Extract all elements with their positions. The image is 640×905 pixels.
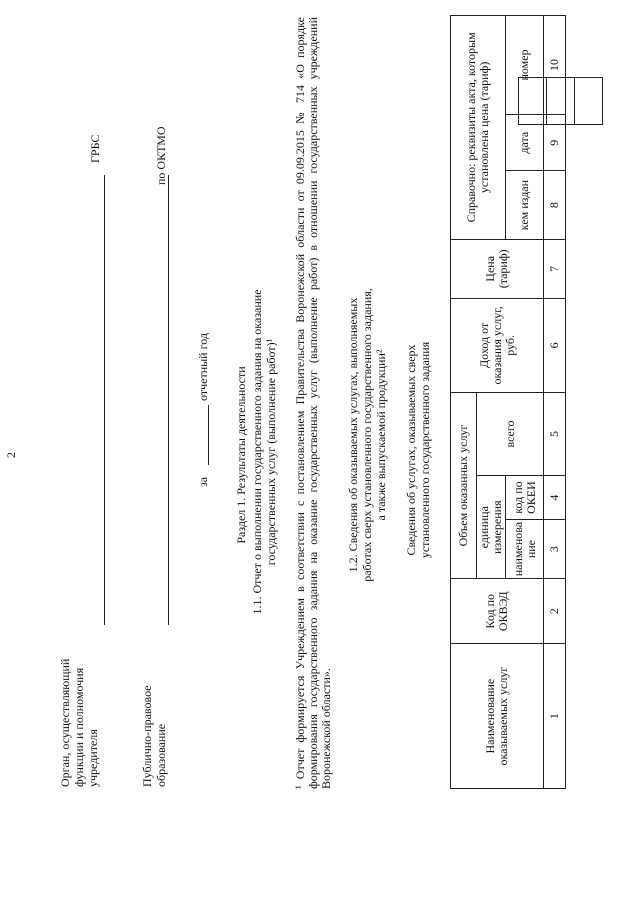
header-unit-name: наименова ние [506,519,544,578]
column-number: 1 [544,644,566,789]
period-underline [208,405,209,465]
header-okei: код по ОКЕИ [506,476,544,520]
period-suffix: отчетный год [196,333,210,401]
column-number: 5 [544,392,566,475]
header-price: Цена (тариф) [451,239,544,298]
org-underline [104,175,105,625]
column-number: 8 [544,171,566,239]
column-number: 3 [544,519,566,578]
header-number: номер [506,16,544,115]
services-heading: Сведения об услугах, оказываемых сверх установленного государственного задания [404,341,432,559]
code-cell[interactable] [575,78,603,125]
column-number: 9 [544,114,566,171]
header-total: всего [477,392,544,475]
org-label: Орган, осуществляющий функции и полномочия учредителя [58,658,100,787]
services-table [450,15,566,789]
column-number: 4 [544,476,566,520]
column-number: 2 [544,579,566,644]
section-title: Раздел 1. Результаты деятельности [234,366,248,544]
header-unit: единица измерения [477,476,506,579]
header-income: Доход от оказания услуг, руб. [451,298,544,392]
footnote-1: ¹ Отчет формируется Учреждением в соответствии с постановлением Правительства Воронежской области от 09.09.2015 № 714 «О порядке формирования государственного задания на оказание государственных услуг (выполнение работ) в отношении государственных учреждений Воронежской области». [293,17,333,789]
oktmo-label: по ОКТМО [154,126,168,185]
subsection-1-2: 1.2. Сведения об оказываемых услугах, выполняемых работах сверх установленного государственного задания, а также выпускаемой продукции² [346,288,388,582]
column-number: 7 [544,239,566,298]
column-number: 10 [544,16,566,115]
public-entity-label: Публично-правовое образование [140,685,168,787]
header-okved: Код по ОКВЭД [451,579,544,644]
header-name: Наименование оказываемых услуг [451,644,544,789]
header-volume: Объем оказанных услуг [451,392,477,578]
header-reference: Справочно: реквизиты акта, которым установлена цена (тариф) [451,16,506,240]
column-number: 6 [544,298,566,392]
grbs-label: ГРБС [88,134,102,163]
subsection-1-1: 1.1. Отчет о выполнении государственного задания на оказание государственных услуг (выполнение работ)¹ [250,289,278,615]
public-entity-underline [168,175,169,625]
period-prefix: за [196,476,210,487]
header-date: дата [506,114,544,171]
column-numbers-row [544,16,566,789]
header-issued-by: кем издан [506,171,544,239]
page-number: 2 [4,452,18,458]
